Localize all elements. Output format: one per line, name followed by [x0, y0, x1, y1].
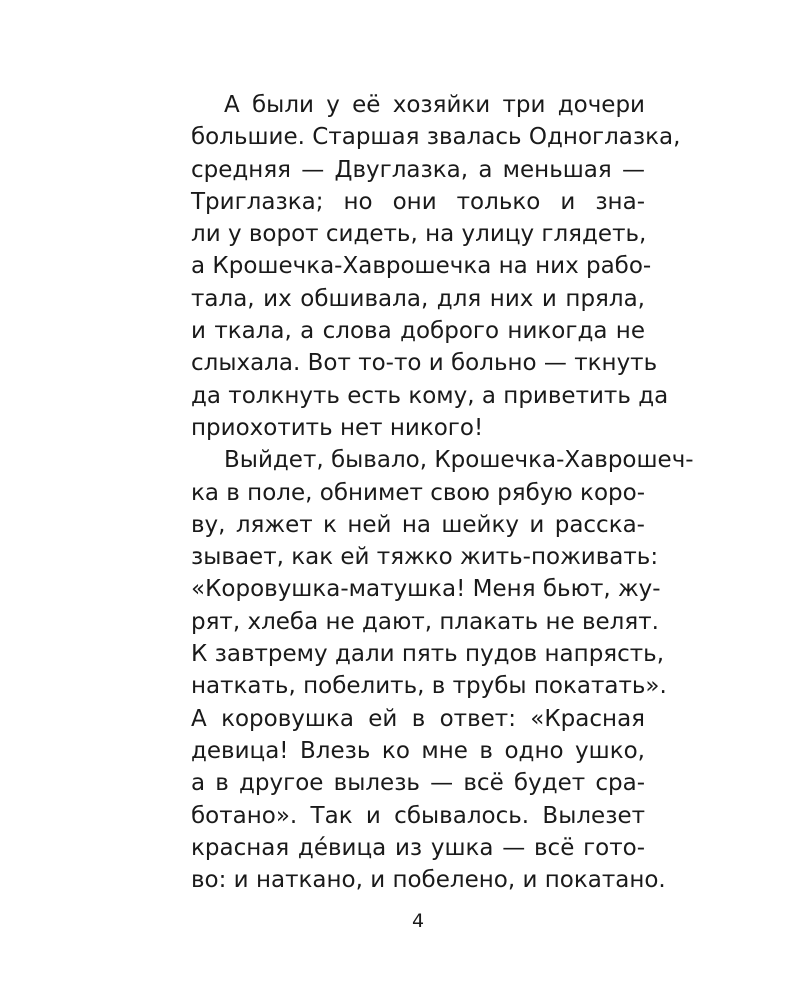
text-line: во: и наткано, и побелено, и покатано. [191, 867, 666, 894]
text-line: да толкнуть есть кому, а приветить да [191, 382, 669, 409]
text-line: зывает, как ей тяжко жить-поживать: [191, 544, 659, 571]
text-line: а в другое вылезь — всё будет сра- [191, 770, 645, 797]
text-line: К завтрему дали пять пудов напрясть, [191, 641, 665, 668]
text-line: ботано». Так и сбывалось. Вылезет [191, 802, 645, 829]
text-line: ка в поле, обнимет свою рябую коро- [191, 479, 645, 506]
text-line: тала, их обшивала, для них и пряла, [191, 285, 645, 312]
text-line: слыхала. Вот то-то и больно — ткнуть [191, 350, 658, 377]
text-line: ли у ворот сидеть, на улицу глядеть, [191, 221, 647, 248]
text-line: а Крошечка-Хаврошечка на них рабо- [191, 253, 652, 280]
text-line: наткать, побелить, в трубы покатать». [191, 673, 667, 700]
text-line: А коровушка ей в ответ: «Красная [191, 705, 645, 732]
text-line: рят, хлеба не дают, плакать не велят. [191, 608, 659, 635]
text-line: Триглазка; но они только и зна- [191, 188, 645, 215]
page-number: 4 [411, 910, 425, 932]
text-line: средняя — Двуглазка, а меньшая — [191, 156, 645, 183]
story-text [191, 89, 694, 896]
text-line: приохотить нет никого! [191, 414, 484, 441]
text-line: Выйдет, бывало, Крошечка-Хаврошеч- [224, 447, 694, 474]
text-line: большие. Старшая звалась Одноглазка, [191, 124, 681, 151]
text-line: и ткала, а слова доброго никогда не [191, 318, 645, 345]
text-line: красная де́вица из ушка — всё гото- [191, 834, 645, 861]
text-line: «Коровушка-матушка! Меня бьют, жу- [191, 576, 661, 603]
text-line: ву, ляжет к ней на шейку и расска- [191, 511, 645, 538]
text-line: А были у её хозяйки три дочери [224, 92, 645, 118]
text-line: девица! Влезь ко мне в одно ушко, [191, 737, 645, 764]
